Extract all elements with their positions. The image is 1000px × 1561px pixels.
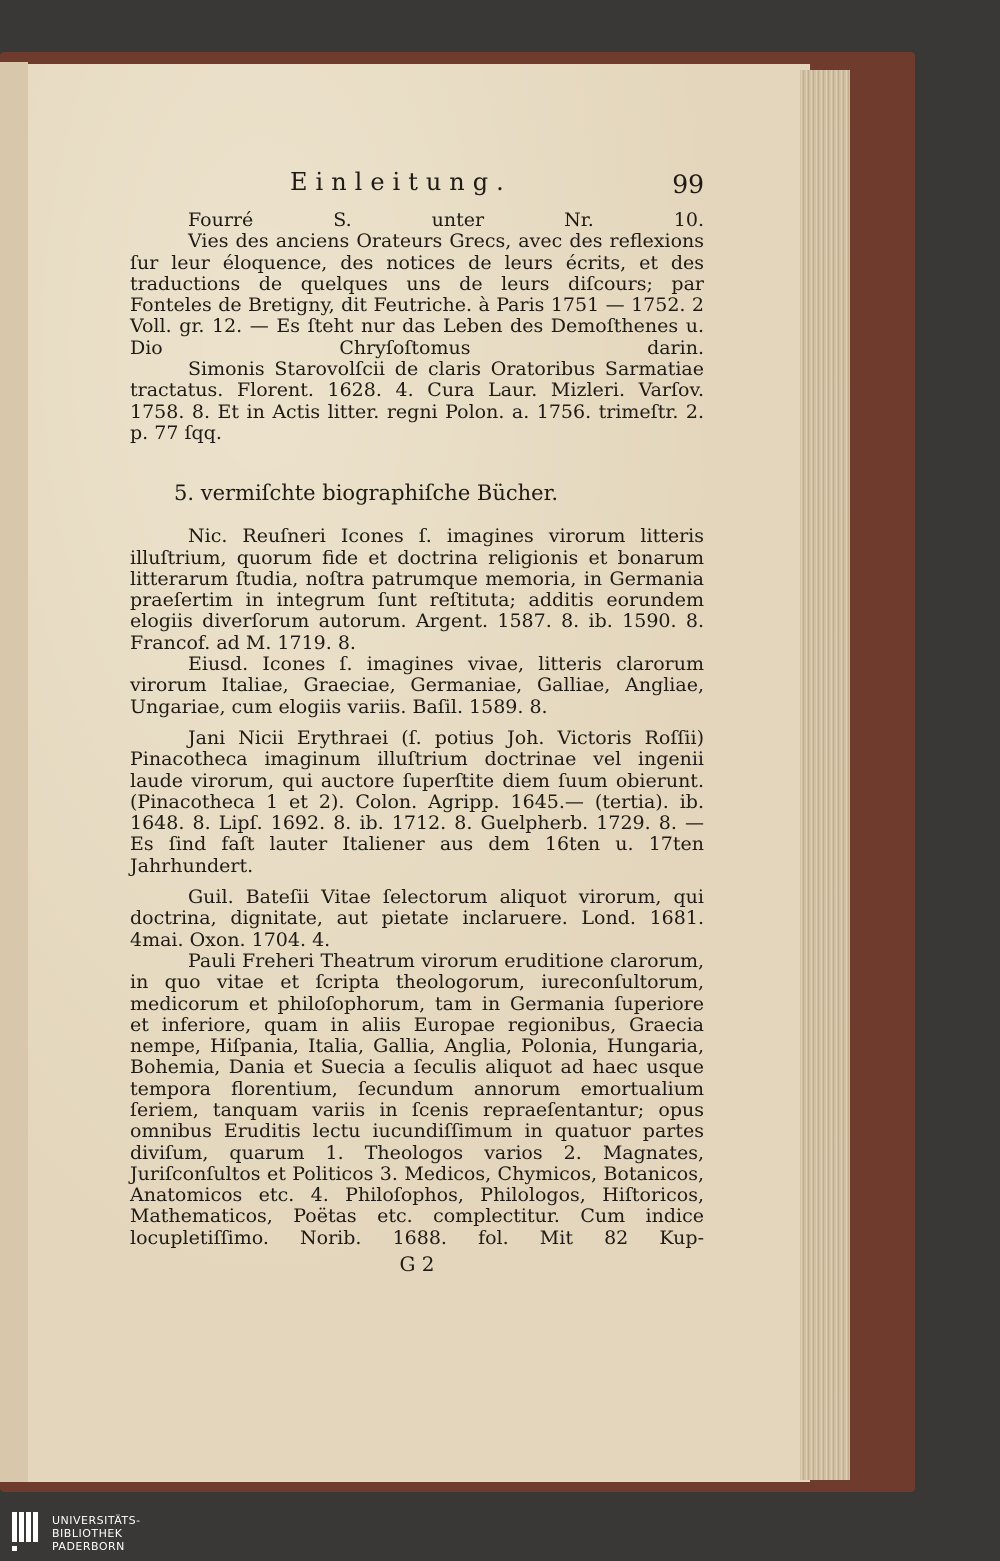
entry-fourre: Fourré S. unter Nr. 10. [188, 209, 704, 231]
facing-page-edge [0, 62, 28, 1482]
section-heading: 5. vermiſchte biographiſche Bücher. [174, 481, 558, 506]
page-header [130, 168, 704, 210]
running-title: Einleitung. [290, 168, 512, 196]
library-name [52, 1514, 141, 1553]
entry-eiusd-icones: Eiusd. Icones ſ. imagines vivae, litteris clarorum virorum Italiae, Graeciae, Germaniae, Galliae, Angliae, Ungariae, cum elogiis variis. Baſil. 1589. 8. [130, 653, 704, 718]
library-logo-icon [12, 1512, 38, 1552]
library-name-line3: PADERBORN [52, 1540, 125, 1553]
page-edges [800, 70, 850, 1480]
page-number: 99 [672, 170, 704, 199]
entry-erythraei: Jani Nicii Erythraei (ſ. potius Joh. Victoris Roſſii) Pinacotheca imaginum illuſtrium doctrinae vel ingenii laude virorum, qui auctore ſuperſtite diem ſuum obierunt. (Pinacotheca 1 et 2). Colon. Agripp. 1645.— (tertia). ib. 1648. 8. Lipſ. 1692. 8. ib. 1712. 8. Guelpherb. 1729. 8. — Es ſind faſt lauter Italiener aus dem 16ten u. 17ten Jahrhundert. [130, 726, 704, 877]
library-name-line1: UNIVERSITÄTS- [52, 1514, 141, 1527]
entry-freheri: Pauli Freheri Theatrum virorum eruditione clarorum, in quo vitae et ſcripta theologorum, iureconſultorum, medicorum et philoſophorum, tam in Germania ſuperiore et inferiore, quam in aliis Europae regionibus, Graecia nempe, Hiſpania, Italia, Gallia, Anglia, Polonia, Hungaria, Bohemia, Dania et Suecia a ſeculis aliquot ad haec usque tempora florentium, ſecundum annorum emortualium ſeriem, tanquam variis in ſcenis repraeſentantur; opus omnibus Eruditis lectu iucundiſſimum in quatuor partes diviſum, quarum 1. Theologos varios 2. Magnates, Juriſconſultos et Politicos 3. Medicos, Chymicos, Botanicos, Anatomicos etc. 4. Philoſophos, Philologos, Hiſtoricos, Mathematicos, Poëtas etc. complectitur. Cum indice locupletiſſimo. Norib. 1688. fol. Mit 82 Kup- [130, 949, 704, 1249]
entry-batesii: Guil. Bateſii Vitae ſelectorum aliquot virorum, qui doctrina, dignitate, aut pietate inclaruere. Lond. 1681. 4mai. Oxon. 1704. 4. [130, 886, 704, 951]
entry-reusneri: Nic. Reuſneri Icones ſ. imagines virorum litteris illuſtrium, quorum fide et doctrina religionis et bonarum litterarum ſtudia, noſtra patrumque memoria, in Germania praeſertim in integrum ſunt reſtituta; additis eorundem elogiis diverſorum autorum. Argent. 1587. 8. ib. 1590. 8. Francof. ad M. 1719. 8. [130, 525, 704, 654]
entry-vies-des-orateurs: Vies des anciens Orateurs Grecs, avec des reflexions ſur leur éloquence, des notices de leurs écrits, et des traductions de quelques uns de leurs diſcours; par Fonteles de Bretigny, dit Feutriche. à Paris 1751 — 1752. 2 Voll. gr. 12. — Es ſteht nur das Leben des Demoſthenes u. Dio Chryſoſtomus darin. [130, 230, 704, 359]
library-name-line2: BIBLIOTHEK [52, 1527, 123, 1540]
entry-starovolscii: Simonis Starovolſcii de claris Oratoribus Sarmatiae tractatus. Florent. 1628. 4. Cura Laur. Mizleri. Varſov. 1758. 8. Et in Actis litter. regni Polon. a. 1756. trimeſtr. 2. p. 77 ſqq. [130, 358, 704, 444]
page-text [130, 168, 704, 1275]
signature-mark: G 2 [399, 1252, 435, 1277]
